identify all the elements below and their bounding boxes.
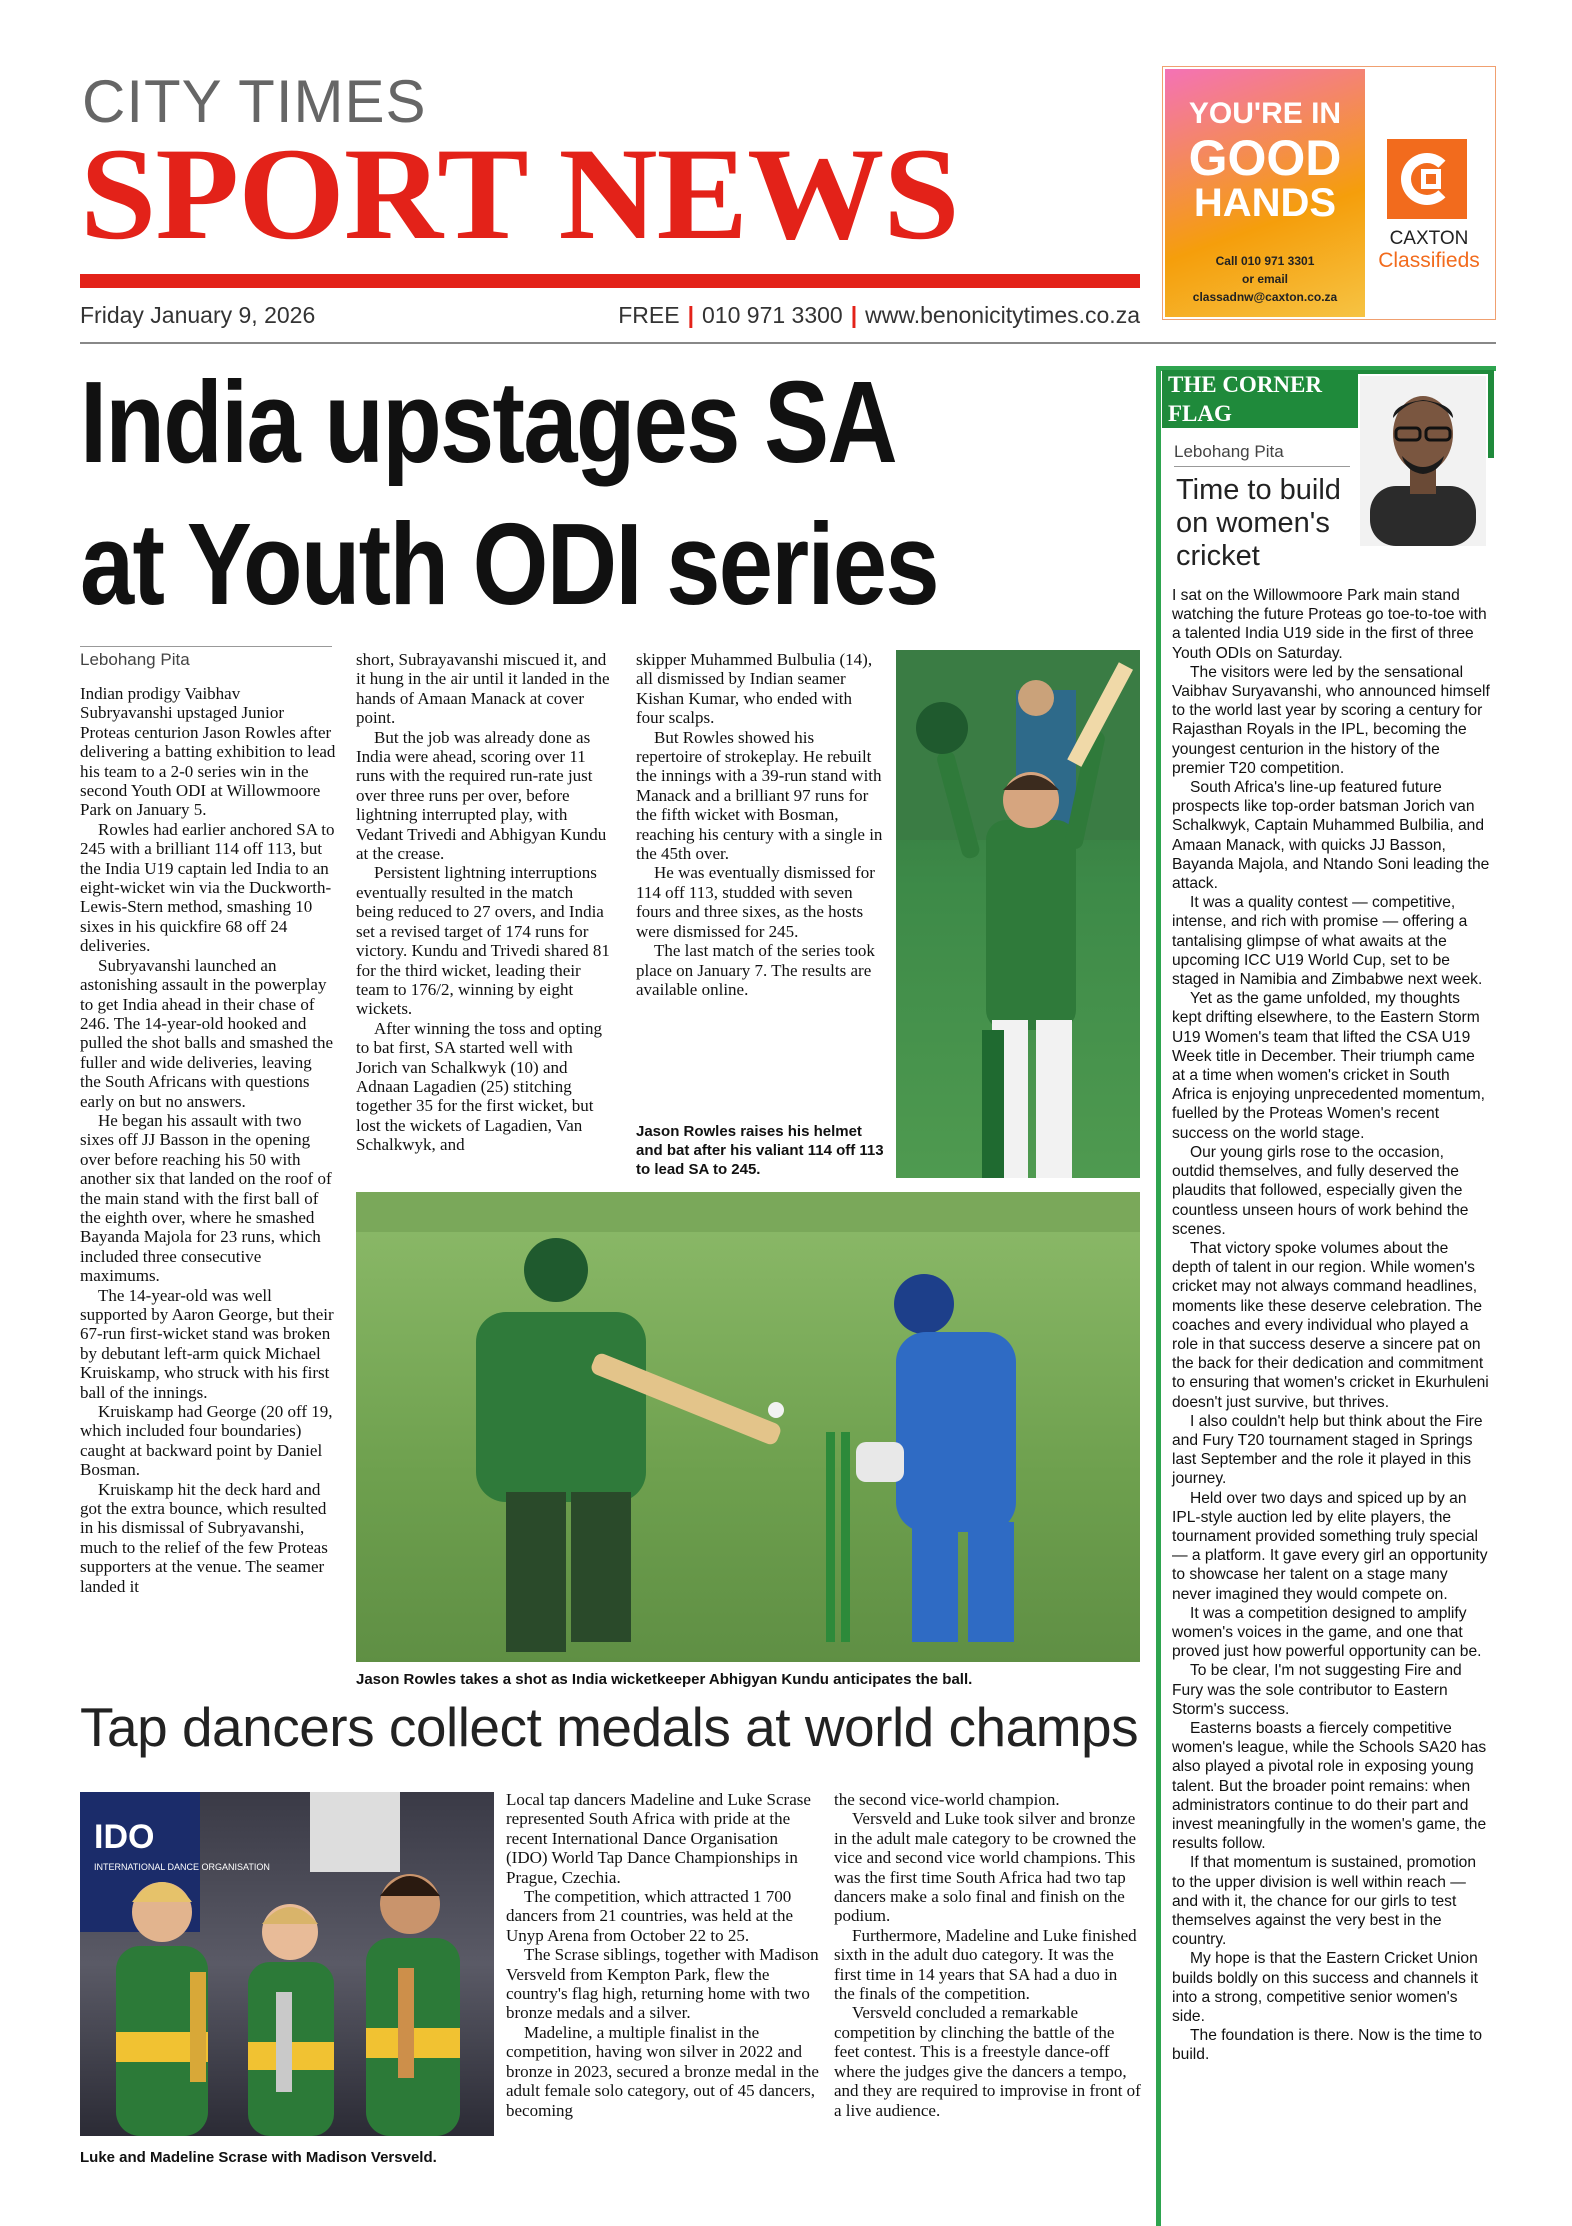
- paragraph: The 14-year-old was well supported by Aaron George, but their 67-run first-wicket stand was broken by debutant left-arm quick Michael Kruiskamp, who struck with his first ball of the innings.: [80, 1285, 334, 1402]
- paragraph: I sat on the Willowmoore Park main stand watching the future Proteas go toe-to-toe with a talented India U19 side in the first of three Youth ODIs on Saturday.: [1172, 587, 1487, 662]
- paragraph: Kruiskamp had George (20 off 19, which included four boundaries) caught at backward point by Daniel Bosman.: [80, 1402, 333, 1480]
- photo-rowles-batting: [356, 1192, 1140, 1662]
- photo-tap-dancers-illustration: [80, 1792, 494, 2136]
- paragraph: Furthermore, Madeline and Luke finished sixth in the adult duo category. It was the first time in 14 years that SA had a duo in the finals of the competition.: [834, 1925, 1137, 2004]
- paragraph: It was a competition designed to amplify women's voices in the game, and one that proved just how powerful opportunity can be.: [1172, 1604, 1482, 1661]
- paragraph: short, Subrayavanshi miscued it, and it hung in the air until it landed in the hands of Amaan Manack at cover point.: [356, 650, 610, 728]
- photo-rowles-celebration-illustration: [896, 650, 1140, 1178]
- lead-column-3: [636, 650, 884, 999]
- paragraph: the second vice-world champion.: [834, 1790, 1060, 1809]
- paragraph: South Africa's line-up featured future prospects like top-order batsman Jorich van Schalkwyk, Captain Muhammed Bulbilia, and Amaan Manack, with quicks JJ Basson, Bayanda Majola, and Ntando Soni leading the attack.: [1172, 779, 1490, 893]
- paragraph: He began his assault with two sixes off JJ Basson in the opening over before reaching his 50 with another six that landed on the roof of the main stand with the first ball of the eighth over, where he smashed Bayanda Majola for 23 runs, which included three consecutive maximums.: [80, 1110, 332, 1286]
- corner-flag-side-bar: [1488, 370, 1494, 458]
- date-bar: Friday January 9, 2026 FREE | 010 971 3300 | www.benonicitytimes.co.za: [80, 302, 1140, 328]
- paragraph: I also couldn't help but think about the Fire and Fury T20 tournament staged in Springs last September and the role it played in this journey.: [1172, 1412, 1483, 1488]
- paragraph: The foundation is there. Now is the time to build.: [1172, 2027, 1483, 2064]
- advert-brand: CAXTON: [1389, 228, 1469, 249]
- advert-line-1: YOU'RE IN: [1188, 97, 1342, 130]
- paragraph: It was a quality contest — competitive, intense, and rich with promise — offering a tantalising glimpse of what awaits at the upcoming ICC U19 World Cup, set to be staged in Namibia and Zimbabwe next week.: [1172, 894, 1483, 989]
- website-link[interactable]: www.benonicitytimes.co.za: [865, 302, 1140, 328]
- paragraph: But Rowles showed his repertoire of strokeplay. He rebuilt the innings with a 39-run stand with Manack and a brilliant 97 runs for the fifth wicket with Bosman, reaching his century with a single in the 45th over.: [636, 727, 883, 864]
- paragraph: The Scrase siblings, together with Madison Versveld from Kempton Park, flew the country's flag high, returning home with two bronze medals and a silver.: [506, 1945, 819, 2023]
- masthead-rule: [80, 274, 1140, 288]
- columnist-avatar: [1360, 376, 1486, 546]
- photo-rowles-batting-illustration: [356, 1192, 1140, 1662]
- paragraph: Subryavanshi launched an astonishing assault in the powerplay to get India ahead in their chase of 246. The 14-year-old hooked and pulled the shot balls and smashed the fuller and wide deliveries, leaving the South Africans with questions early on but no answers.: [80, 955, 334, 1111]
- lead-column-2: [356, 650, 614, 1155]
- tap-column-2: [834, 1790, 1142, 2120]
- paragraph: Our young girls rose to the occasion, outdid themselves, and fully deserved the plaudits that followed, especially given the countless unseen hours of work behind the scenes.: [1172, 1143, 1469, 1238]
- masthead-city: CITY TIMES: [82, 68, 427, 135]
- issue-date: Friday January 9, 2026: [80, 302, 316, 328]
- paragraph: Local tap dancers Madeline and Luke Scrase represented South Africa with pride at the recent International Dance Organisation (IDO) World Tap Dance Championships in Prague, Czechia.: [506, 1790, 811, 1887]
- paragraph: That victory spoke volumes about the depth of talent in our region. While women's cricket may not always command headlines, moments like these deserve celebration. The coaches and every individual who played a role in that success deserve a sincere pat on the back for their dedication and commitment to ensuring that women's cricket in Ekurhuleni doesn't just survive, but thrives.: [1172, 1239, 1489, 1411]
- corner-title: Time to build on women's cricket: [1176, 474, 1341, 572]
- paragraph: Yet as the game unfolded, my thoughts kept drifting elsewhere, to the Eastern Storm U19 Women's team that lifted the CSA U19 Week title in December. Their triumph came at a time when women's cricket in South Africa is enjoying unprecedented momentum, fuelled by the Proteas Women's recent success on the world stage.: [1172, 990, 1485, 1142]
- advert-brand-sub: Classifieds: [1378, 249, 1480, 272]
- caxton-advert[interactable]: [1162, 66, 1496, 320]
- paragraph: Madeline, a multiple finalist in the competition, having won silver in 2022 and bronze in 2023, secured a bronze medal in the adult female solo category, out of 45 dancers, becoming: [506, 2022, 819, 2120]
- tap-photo-caption: Luke and Madeline Scrase with Madison Versveld.: [80, 2149, 437, 2166]
- paragraph: The competition, which attracted 1 700 dancers from 21 countries, was held at the Unyp Arena from October 22 to 25.: [506, 1887, 794, 1945]
- lead-byline: Lebohang Pita: [80, 650, 190, 669]
- lead-headline: [80, 352, 954, 635]
- paragraph: The last match of the series took place on January 7. The results are available online.: [636, 941, 875, 999]
- caxton-logo-icon: [1387, 139, 1467, 219]
- ido-banner-subtext: INTERNATIONAL DANCE ORGANISATION: [94, 1862, 270, 1872]
- paragraph: Versveld and Luke took silver and bronze in the adult male category to be crowned the vice and second vice world champions. This was the first time South Africa had two tap dancers make a solo final and finish on the podium.: [834, 1809, 1137, 1926]
- lead-headline-line-2: at Youth ODI series: [80, 498, 938, 629]
- advert-line-2: GOOD: [1188, 130, 1342, 186]
- corner-flag-label: THE CORNER FLAG: [1162, 370, 1358, 428]
- tap-headline: Tap dancers collect medals at world champs: [80, 1696, 1139, 1758]
- advert-line-3: HANDS: [1193, 181, 1337, 225]
- paragraph: Held over two days and spiced up by an IPL-style auction led by elite players, the tournament provided something truly special — a platform. It gave every girl an opportunity to showcase her talent on a stage many never imagined they would compete on.: [1172, 1489, 1488, 1603]
- photo-rowles-celebration: [896, 650, 1140, 1178]
- paragraph: But the job was already done as India were ahead, scoring over 11 runs with the required run-rate just over three runs per over, before lightning interrupted play, with Vedant Trivedi and Abhigyan Kundu at the crease.: [356, 727, 607, 864]
- byline-rule: [80, 646, 332, 647]
- paragraph: Persistent lightning interruptions eventually resulted in the match being reduced to 27 overs, and India set a revised target of 174 runs for victory. Kundu and Trivedi shared 81 for the third wicket, leading their team to 176/2, winning by eight wickets.: [356, 863, 610, 1019]
- paragraph: If that momentum is sustained, promotion to the upper division is well within reach — and with it, the chance for our girls to test themselves against the very best in the country.: [1172, 1854, 1477, 1949]
- paragraph: Kruiskamp hit the deck hard and got the extra bounce, which resulted in his dismissal of Subryavanshi, much to the relief of the few Proteas supporters at the venue. The seamer landed it: [80, 1479, 328, 1596]
- paragraph: After winning the toss and opting to bat first, SA started well with Jorich van Schalkwyk (10) and Adnaan Lagadien (25) stitching together 35 for the first wicket, but lost the wickets of Lagadien, Van Schalkwyk, and: [356, 1018, 603, 1155]
- paragraph: The visitors were led by the sensational Vaibhav Suryavanshi, who announced himself to the world last year by scoring a century for Rajasthan Royals in the IPL, becoming the youngest centurion in the history of the premier T20 competition.: [1172, 663, 1490, 777]
- paragraph: skipper Muhammed Bulbulia (14), all dismissed by Indian seamer Kishan Kumar, who ended with four scalps.: [636, 650, 873, 728]
- corner-body: [1172, 586, 1490, 2065]
- advert-call: Call 010 971 3301: [1215, 254, 1315, 268]
- columnist-avatar-illustration: [1360, 376, 1486, 546]
- header-divider: [80, 342, 1496, 344]
- paragraph: My hope is that the Eastern Cricket Union builds boldly on this success and channels it into a strong, competitive senior women's side.: [1172, 1950, 1478, 2026]
- lead-headline-line-1: India upstages SA: [80, 357, 897, 487]
- corner-flag-top-bar: [1358, 370, 1490, 374]
- ido-banner-text: IDO: [94, 1818, 155, 1856]
- advert-email: classadnw@caxton.co.za: [1192, 290, 1338, 304]
- paragraph: Easterns boasts a fiercely competitive women's league, while the Schools SA20 has also played a pivotal role in exposing young talent. But the broader point remains: when administrators continue to do their part and invest meaningfully in the women's game, the results follow.: [1172, 1719, 1487, 1853]
- paragraph: Rowles had earlier anchored SA to 245 with a brilliant 114 off 113, but the India U19 captain led India to an eight-wicket win via the Duckworth-Lewis-Stern method, smashing 10 sixes in his quickfire 68 off 24 deliveries.: [80, 819, 335, 956]
- paragraph: Indian prodigy Vaibhav Subryavanshi upstaged Junior Proteas centurion Jason Rowles after delivering a batting exhibition to lead his team to a 2-0 series win in the second Youth ODI at Willowmoore Park on January 5.: [80, 684, 336, 820]
- corner-author-rule: [1174, 466, 1350, 467]
- phone-number: 010 971 3300: [702, 302, 843, 328]
- paragraph: To be clear, I'm not suggesting Fire and Fury was the sole contributor to Eastern Storm's success.: [1172, 1662, 1462, 1718]
- tap-column-1: [506, 1790, 822, 2120]
- photo-caption-batting: Jason Rowles takes a shot as India wicketkeeper Abhigyan Kundu anticipates the ball.: [356, 1671, 973, 1688]
- advert-or: or email: [1241, 272, 1289, 286]
- corner-author: Lebohang Pita: [1174, 442, 1284, 461]
- price-free: FREE: [618, 302, 680, 328]
- paragraph: Versveld concluded a remarkable competition by clinching the battle of the feet contest. This is a freestyle dance-off where the judges give the dancers a tempo, and they are required to improvise in front of a live audience.: [834, 2003, 1141, 2120]
- advert-gradient-panel: [1165, 69, 1365, 317]
- photo-tap-dancers: [80, 1792, 494, 2136]
- lead-column-1: [80, 684, 336, 1596]
- photo-caption-celebration: Jason Rowles raises his helmet and bat after his valiant 114 off 113 to lead SA to 245.: [636, 1123, 884, 1178]
- masthead-title: SPORT NEWS: [80, 120, 959, 267]
- paragraph: He was eventually dismissed for 114 off 113, studded with seven fours and three sixes, as the hosts were dismissed for 245.: [636, 863, 875, 941]
